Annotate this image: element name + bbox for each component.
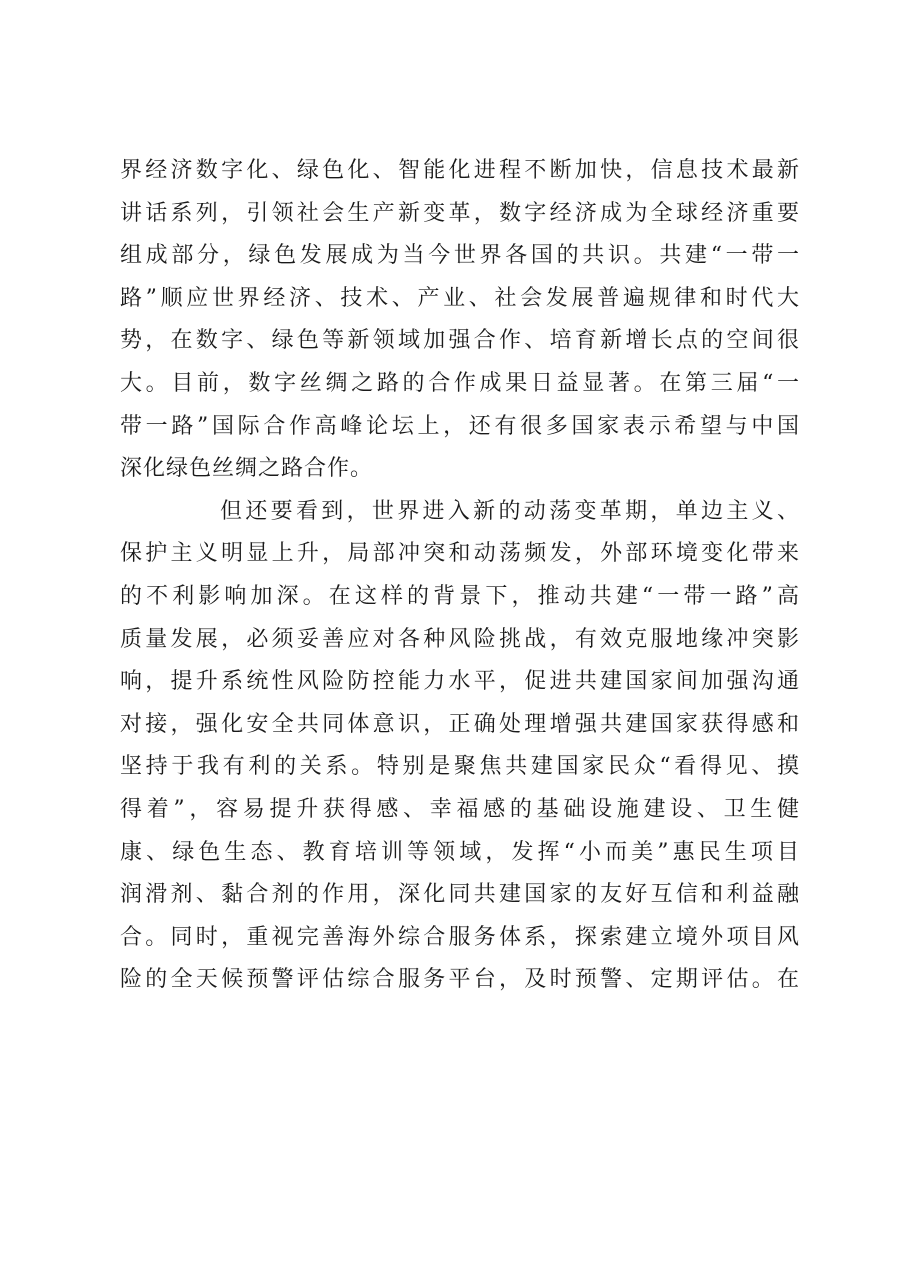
paragraph-2: [120, 491, 800, 1002]
text-line: 保护主义明显上升，局部冲突和动荡频发，外部环境变化带来: [120, 541, 800, 567]
text-line: 对接，强化安全共同体意识，正确处理增强共建国家获得感和: [120, 711, 800, 737]
text-line: 但还要看到，世界进入新的动荡变革期，单边主义、: [220, 498, 800, 524]
text-line: 康、绿色生态、教育培训等领域，发挥“小而美”惠民生项目: [120, 839, 800, 865]
text-line: 质量发展，必须妥善应对各种风险挑战，有效克服地缘冲突影: [120, 626, 800, 652]
text-line: 的不利影响加深。在这样的背景下，推动共建“一带一路”高: [120, 583, 800, 609]
text-line: 讲话系列，引领社会生产新变革，数字经济成为全球经济重要: [120, 200, 800, 226]
text-line: 得着”，容易提升获得感、幸福感的基础设施建设、卫生健: [120, 796, 800, 822]
body-text: [120, 150, 800, 1002]
text-line: 界经济数字化、绿色化、智能化进程不断加快，信息技术最新: [120, 158, 800, 183]
text-line: 大。目前，数字丝绸之路的合作成果日益显著。在第三届“一: [120, 370, 800, 396]
text-line: 势，在数字、绿色等新领域加强合作、培育新增长点的空间很: [120, 328, 800, 354]
paragraph-1: [120, 150, 800, 491]
text-line: 响，提升系统性风险防控能力水平，促进共建国家间加强沟通: [120, 669, 800, 695]
text-line: 润滑剂、黏合剂的作用，深化同共建国家的友好互信和利益融: [120, 882, 800, 908]
text-line: 组成部分，绿色发展成为当今世界各国的共识。共建“一带一: [120, 243, 800, 269]
text-line: 带一路”国际合作高峰论坛上，还有很多国家表示希望与中国: [120, 413, 800, 439]
text-line: 路”顺应世界经济、技术、产业、社会发展普遍规律和时代大: [120, 285, 800, 311]
text-line: 坚持于我有利的关系。特别是聚焦共建国家民众“看得见、摸: [120, 754, 800, 780]
text-line: 险的全天候预警评估综合服务平台，及时预警、定期评估。在: [120, 967, 800, 993]
text-line: 深化绿色丝绸之路合作。: [120, 456, 374, 482]
text-line: 合。同时，重视完善海外综合服务体系，探索建立境外项目风: [120, 924, 800, 950]
